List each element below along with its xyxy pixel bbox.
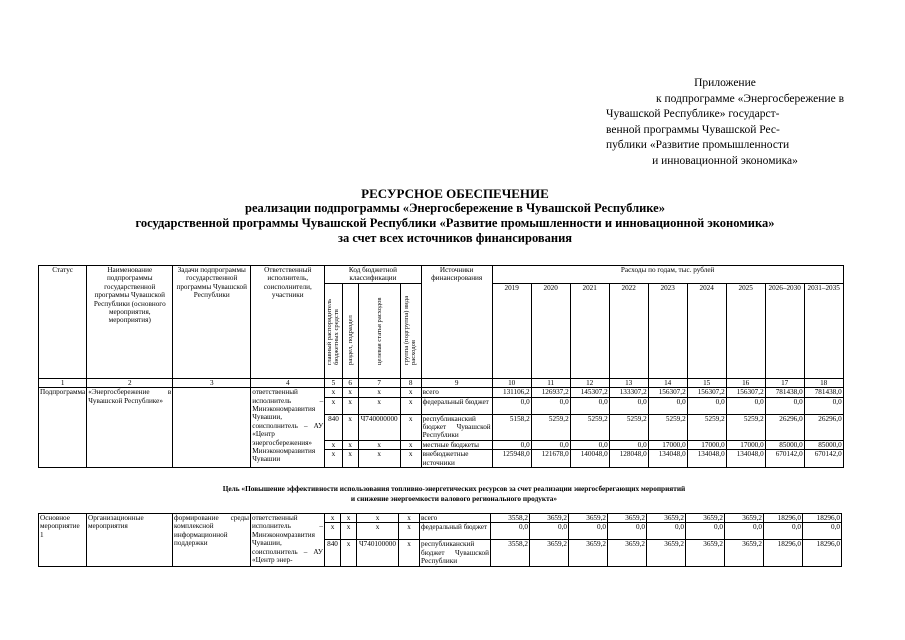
cell-value: 5259,2 <box>726 414 765 440</box>
cell-value: 85000,0 <box>765 440 804 449</box>
row-executor: ответственный исполнитель – Минэкономразвития Чувашии, соисполнитель – АУ «Центр энергосбережения» Минэкономразвития Чувашии <box>251 388 325 468</box>
cell-code: х <box>325 450 342 468</box>
cell-code: х <box>400 397 421 414</box>
cell-code: х <box>341 540 357 566</box>
header-name: Наименование подпрограммы государственной программы Чувашской Республики (основного мероприятия, мероприятия) <box>87 266 173 379</box>
header-code-col: целевая статья расходов <box>375 297 383 365</box>
cell-value: 140048,0 <box>570 450 609 468</box>
cell-code: 840 <box>325 540 341 566</box>
cell-value: 133307,2 <box>609 388 648 397</box>
cell-value: 156307,2 <box>726 388 765 397</box>
header-sources: Источники финансирования <box>421 266 492 379</box>
cell-value: 121678,0 <box>531 450 570 468</box>
cell-value: 134048,0 <box>648 450 687 468</box>
row-status: Основное мероприятие 1 <box>39 514 87 567</box>
cell-value: 0,0 <box>491 523 530 540</box>
column-number: 17 <box>765 378 804 387</box>
cell-code: х <box>357 514 399 523</box>
cell-source: местные бюджеты <box>421 440 492 449</box>
goal-line-1: Цель «Повышение эффективности использования топливно-энергетических ресурсов за счет реализации энергосберегающих мероприятий <box>222 484 686 493</box>
cell-value: 17000,0 <box>687 440 726 449</box>
cell-value: 128048,0 <box>609 450 648 468</box>
cell-value: 0,0 <box>647 523 686 540</box>
header-code-col: раздел, подраздел <box>346 314 354 365</box>
cell-value: 0,0 <box>569 523 608 540</box>
cell-value: 670142,0 <box>765 450 804 468</box>
cell-value: 0,0 <box>726 397 765 414</box>
cell-value: 156307,2 <box>687 388 726 397</box>
cell-value: 0,0 <box>530 523 569 540</box>
page-title <box>40 186 870 246</box>
cell-code: х <box>399 523 420 540</box>
cell-value: 670142,0 <box>804 450 843 468</box>
cell-value: 0,0 <box>686 523 725 540</box>
cell-source: федеральный бюджет <box>420 523 491 540</box>
cell-value: 0,0 <box>570 440 609 449</box>
column-number: 11 <box>531 378 570 387</box>
column-number: 3 <box>173 378 251 387</box>
cell-value: 126937,2 <box>531 388 570 397</box>
table-row <box>39 388 844 397</box>
cell-code: х <box>341 523 357 540</box>
cell-value: 26296,0 <box>765 414 804 440</box>
cell-value: 0,0 <box>492 440 531 449</box>
header-year: 2020 <box>531 283 570 378</box>
cell-value: 3659,2 <box>530 540 569 566</box>
cell-value: 18296,0 <box>803 514 842 523</box>
header-code-col: главный распорядитель бюджетных средств <box>326 298 341 365</box>
cell-code: х <box>342 450 358 468</box>
cell-value: 0,0 <box>609 397 648 414</box>
header-code-col: группа (подгруппа) вида расходов <box>403 295 418 365</box>
cell-value: 3558,2 <box>491 540 530 566</box>
cell-value: 781438,0 <box>765 388 804 397</box>
cell-code: х <box>400 440 421 449</box>
cell-value: 5259,2 <box>687 414 726 440</box>
cell-code: х <box>342 388 358 397</box>
header-tasks: Задачи подпрограммы государственной программы Чувашской Республики <box>173 266 251 379</box>
cell-code: х <box>325 440 342 449</box>
cell-source: всего <box>421 388 492 397</box>
column-number: 5 <box>325 378 342 387</box>
cell-value: 18296,0 <box>764 514 803 523</box>
cell-code: Ч740100000 <box>357 540 399 566</box>
cell-value: 3659,2 <box>686 540 725 566</box>
cell-value: 0,0 <box>648 397 687 414</box>
cell-code: х <box>400 450 421 468</box>
header-year: 2022 <box>609 283 648 378</box>
cell-source: республиканский бюджет Чувашской Республики <box>421 540 489 566</box>
cell-value: 0,0 <box>764 523 803 540</box>
column-number: 14 <box>648 378 687 387</box>
cell-code: х <box>399 514 420 523</box>
resource-table-block-2 <box>38 513 842 567</box>
cell-value: 134048,0 <box>687 450 726 468</box>
header-year: 2031–2035 <box>804 283 843 378</box>
cell-value: 125948,0 <box>492 450 531 468</box>
cell-value: 3659,2 <box>608 514 647 523</box>
cell-value: 18296,0 <box>764 540 803 566</box>
header-year: 2026–2030 <box>765 283 804 378</box>
cell-code: х <box>358 450 400 468</box>
column-number: 4 <box>251 378 325 387</box>
cell-source: федеральный бюджет <box>421 397 492 414</box>
cell-value: 17000,0 <box>726 440 765 449</box>
goal-line-2: и снижение энергоемкости валового регионального продукта» <box>350 493 558 503</box>
goal-statement <box>38 484 870 503</box>
cell-code: х <box>341 514 357 523</box>
cell-value: 3659,2 <box>608 540 647 566</box>
cell-value: 3659,2 <box>569 514 608 523</box>
cell-value: 3659,2 <box>725 514 764 523</box>
column-number: 7 <box>358 378 400 387</box>
column-number: 16 <box>726 378 765 387</box>
cell-code: х <box>325 514 341 523</box>
cell-value: 3659,2 <box>569 540 608 566</box>
cell-code: х <box>358 440 400 449</box>
row-name: Организационные мероприятия <box>87 514 173 567</box>
header-year: 2025 <box>726 283 765 378</box>
header-budget-code: Код бюджетной классификации <box>325 266 421 284</box>
cell-code: х <box>342 440 358 449</box>
cell-value: 3659,2 <box>647 540 686 566</box>
cell-code: х <box>400 388 421 397</box>
column-number: 1 <box>39 378 87 387</box>
cell-source: всего <box>420 514 491 523</box>
column-number: 9 <box>421 378 492 387</box>
cell-value: 0,0 <box>804 397 843 414</box>
cell-value: 0,0 <box>609 440 648 449</box>
column-number: 18 <box>804 378 843 387</box>
cell-value: 5158,2 <box>492 414 531 440</box>
cell-code: 840 <box>325 414 342 440</box>
header-status: Статус <box>39 266 87 379</box>
header-year: 2019 <box>492 283 531 378</box>
row-tasks: формирование среды комплексной информационной поддержки <box>173 514 251 567</box>
cell-value: 0,0 <box>725 523 764 540</box>
cell-value: 145307,2 <box>570 388 609 397</box>
cell-value: 0,0 <box>531 440 570 449</box>
cell-code: х <box>358 397 400 414</box>
cell-value: 5259,2 <box>609 414 648 440</box>
cell-value: 5259,2 <box>648 414 687 440</box>
title-line-1: РЕСУРСНОЕ ОБЕСПЕЧЕНИЕ <box>361 186 549 201</box>
cell-value: 26296,0 <box>804 414 843 440</box>
cell-value: 3659,2 <box>530 514 569 523</box>
cell-code: х <box>325 523 341 540</box>
cell-code: х <box>325 388 342 397</box>
row-status: Подпрограмма <box>39 388 87 468</box>
title-line-3: государственной программы Чувашской Республики «Развитие промышленности и инновационной экономика» <box>135 216 775 230</box>
header-expenses: Расходы по годам, тыс. рублей <box>492 266 843 284</box>
cell-value: 17000,0 <box>648 440 687 449</box>
cell-value: 0,0 <box>803 523 842 540</box>
table-row <box>39 514 842 523</box>
cell-value: 3659,2 <box>686 514 725 523</box>
cell-value: 0,0 <box>687 397 726 414</box>
column-number: 12 <box>570 378 609 387</box>
column-number: 15 <box>687 378 726 387</box>
appendix-line: и инновационной экономика» <box>652 154 798 167</box>
cell-value: 0,0 <box>765 397 804 414</box>
appendix-header <box>606 76 844 170</box>
header-year: 2023 <box>648 283 687 378</box>
appendix-line: венной программы Чувашской Рес- <box>606 123 780 136</box>
row-executor: ответственный исполнитель – Минэкономразвития Чувашии, соисполнитель – АУ «Центр энер- <box>251 514 325 567</box>
cell-value: 3659,2 <box>725 540 764 566</box>
title-line-4: за счет всех источников финансирования <box>337 231 573 245</box>
header-executor: Ответственный исполнитель, соисполнители, участники <box>251 266 325 379</box>
appendix-line: к подпрограмме «Энергосбережение в <box>656 92 844 105</box>
cell-code: х <box>342 397 358 414</box>
column-number: 2 <box>87 378 173 387</box>
cell-value: 131106,2 <box>492 388 531 397</box>
resource-table <box>38 265 844 468</box>
column-number: 6 <box>342 378 358 387</box>
cell-value: 0,0 <box>531 397 570 414</box>
column-number: 13 <box>609 378 648 387</box>
appendix-line: Чувашской Республике» государст- <box>606 108 780 121</box>
column-numbers-row <box>39 378 844 387</box>
cell-code: х <box>358 388 400 397</box>
cell-code: х <box>325 397 342 414</box>
title-line-2: реализации подпрограммы «Энергосбережение в Чувашской Республике» <box>245 201 665 215</box>
cell-value: 156307,2 <box>648 388 687 397</box>
cell-code: х <box>400 414 421 440</box>
appendix-line: публики «Развитие промышленности <box>606 139 790 152</box>
column-number: 8 <box>400 378 421 387</box>
row-tasks <box>173 388 251 468</box>
cell-value: 85000,0 <box>804 440 843 449</box>
header-year: 2024 <box>687 283 726 378</box>
cell-value: 781438,0 <box>804 388 843 397</box>
cell-value: 134048,0 <box>726 450 765 468</box>
cell-value: 3659,2 <box>647 514 686 523</box>
appendix-line: Приложение <box>694 77 756 89</box>
cell-code: Ч740000000 <box>358 414 400 440</box>
cell-code: х <box>357 523 399 540</box>
cell-value: 0,0 <box>570 397 609 414</box>
cell-value: 3558,2 <box>491 514 530 523</box>
column-number: 10 <box>492 378 531 387</box>
cell-value: 18296,0 <box>803 540 842 566</box>
header-year: 2021 <box>570 283 609 378</box>
cell-value: 0,0 <box>492 397 531 414</box>
cell-source: республиканский бюджет Чувашской Республики <box>422 414 491 440</box>
cell-source: внебюджетные источники <box>421 450 492 468</box>
cell-code: х <box>342 414 358 440</box>
cell-value: 5259,2 <box>570 414 609 440</box>
cell-code: х <box>399 540 420 566</box>
row-name: «Энергосбережение в Чувашской Республике» <box>87 388 173 468</box>
cell-value: 0,0 <box>608 523 647 540</box>
cell-value: 5259,2 <box>531 414 570 440</box>
